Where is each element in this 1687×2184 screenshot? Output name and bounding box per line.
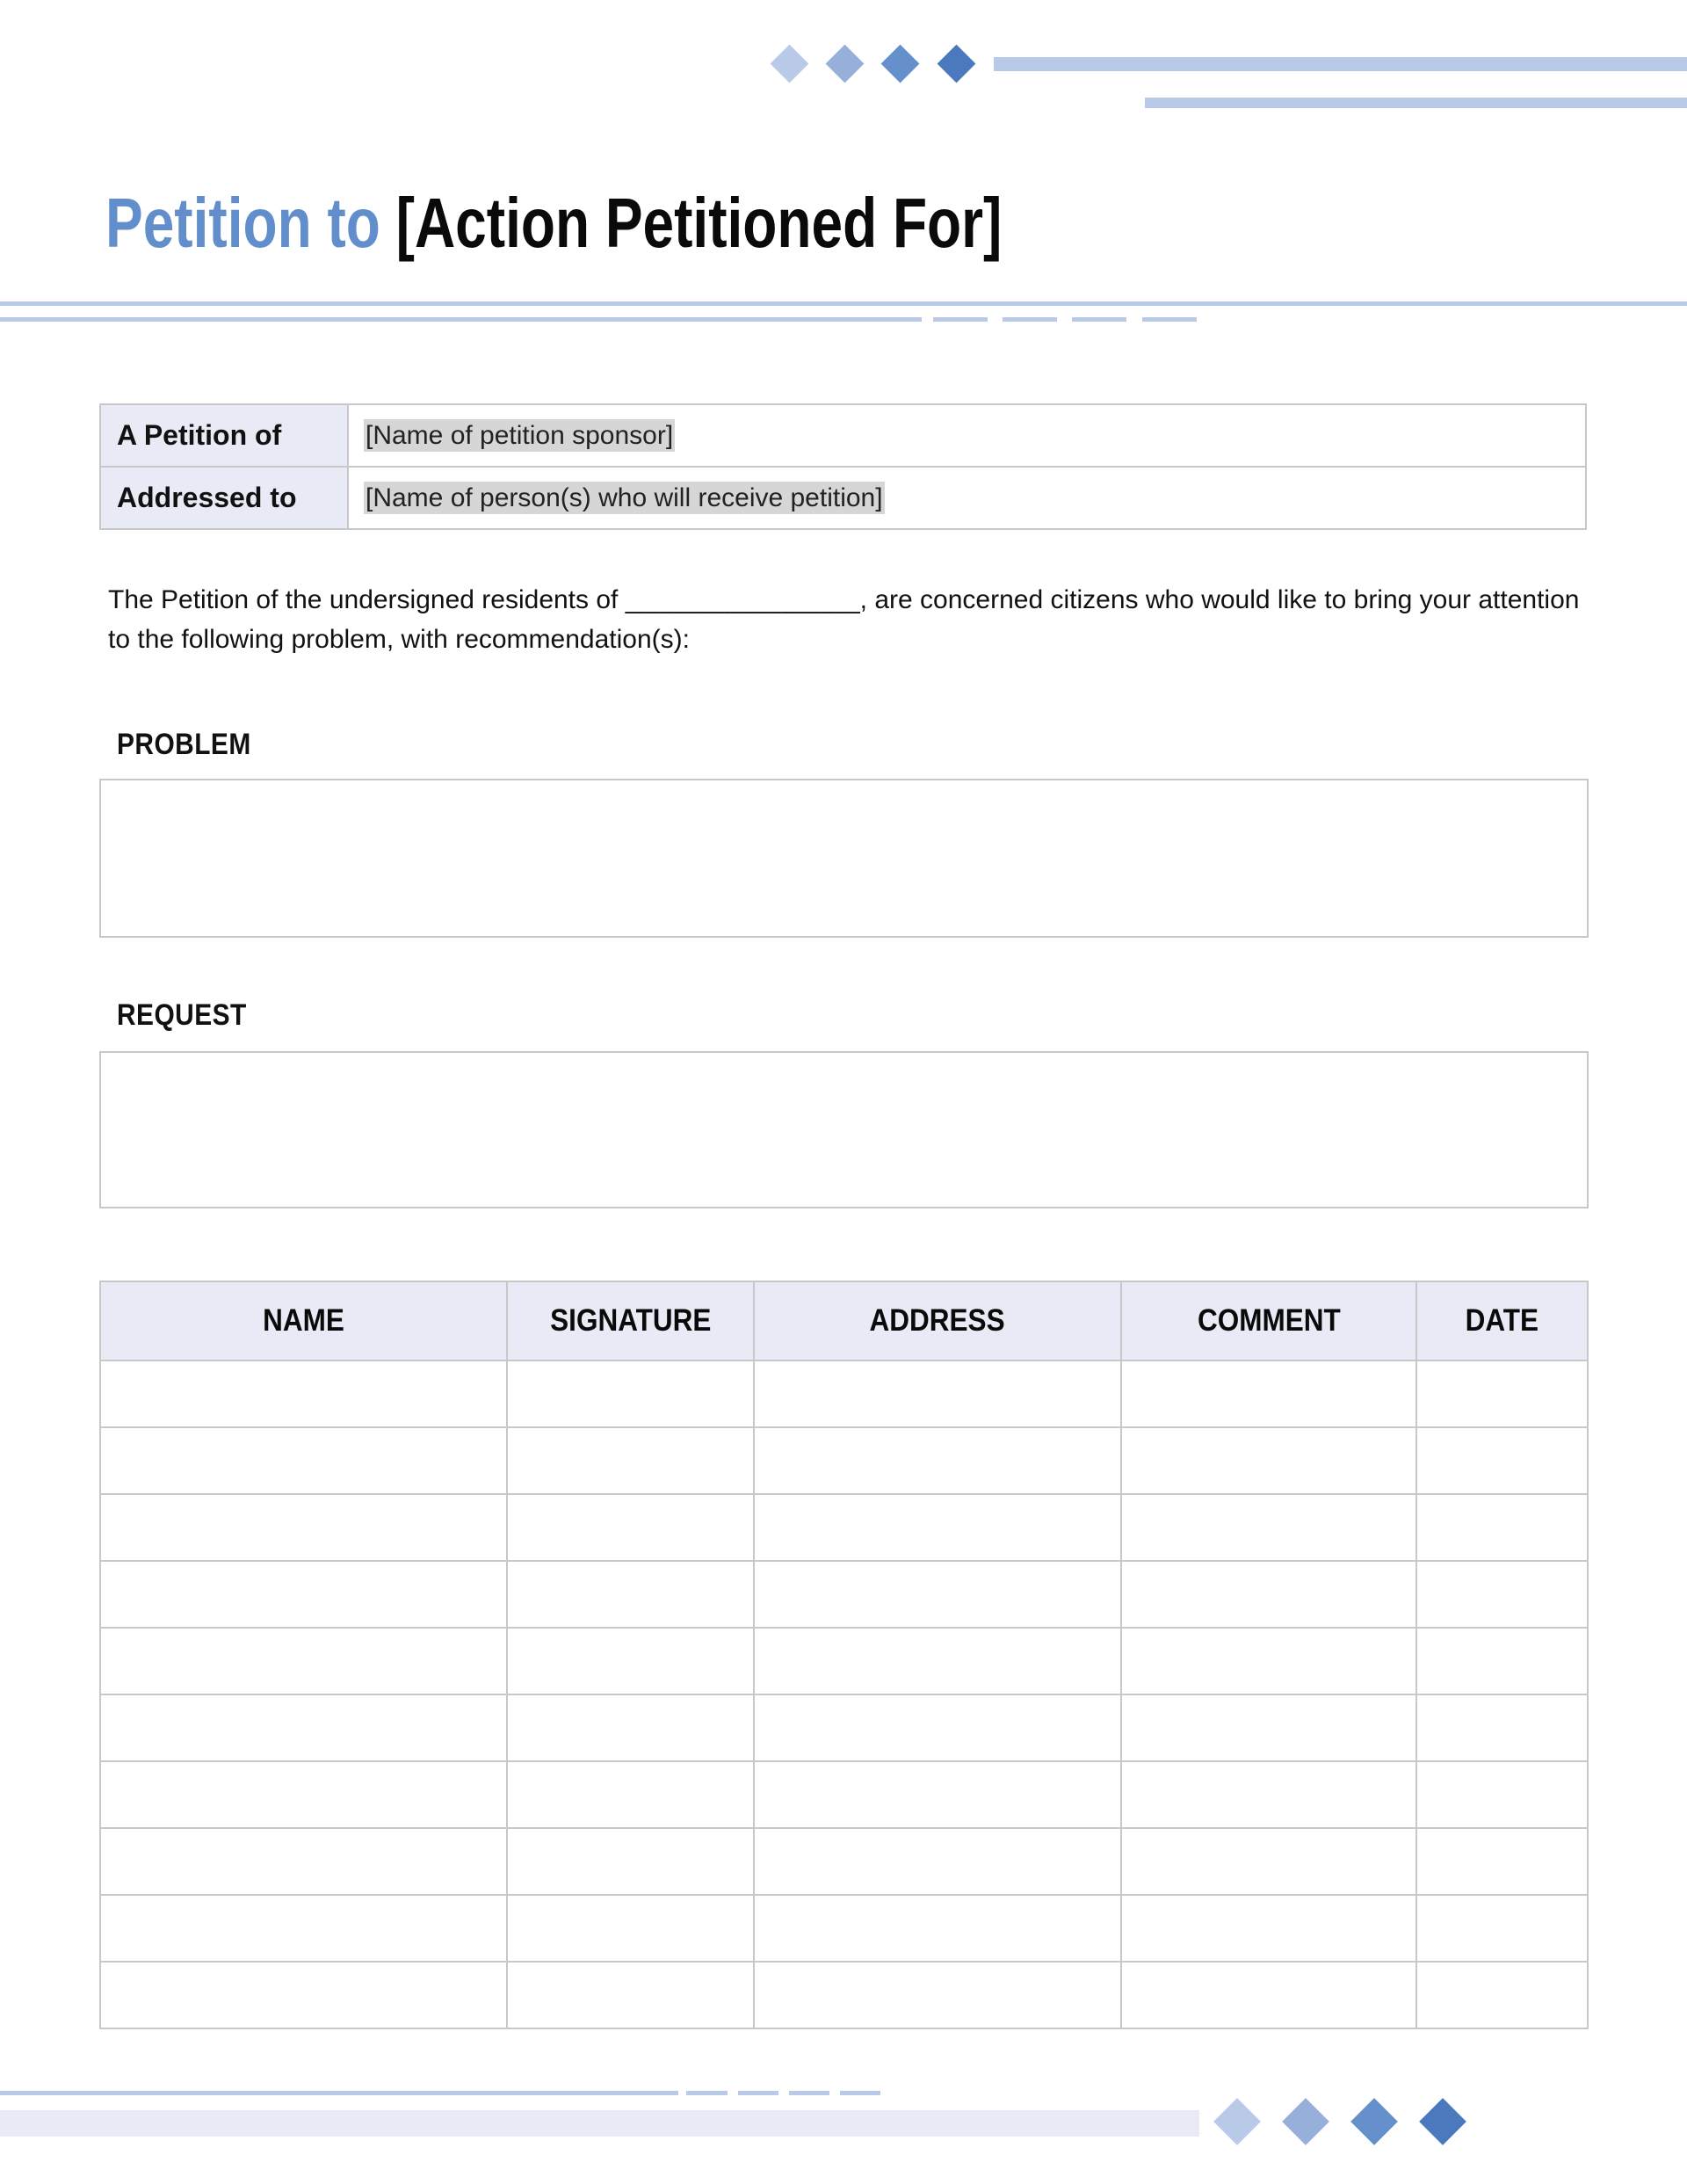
name-cell[interactable] bbox=[100, 1694, 507, 1761]
signature-cell[interactable] bbox=[507, 1895, 754, 1962]
address-cell[interactable] bbox=[754, 1360, 1121, 1427]
bottom-band bbox=[0, 2110, 1199, 2137]
table-row bbox=[100, 1962, 1588, 2028]
date-cell[interactable] bbox=[1416, 1494, 1588, 1561]
column-header-comment: COMMENT bbox=[1121, 1281, 1416, 1360]
date-cell[interactable] bbox=[1416, 1628, 1588, 1694]
table-row bbox=[100, 1427, 1588, 1494]
comment-cell[interactable] bbox=[1121, 1761, 1416, 1828]
address-cell[interactable] bbox=[754, 1427, 1121, 1494]
request-input-box[interactable] bbox=[99, 1051, 1589, 1208]
residents-blank-field[interactable]: ________________ bbox=[625, 585, 860, 614]
top-bar-2 bbox=[1145, 98, 1687, 108]
signature-cell[interactable] bbox=[507, 1360, 754, 1427]
table-row bbox=[100, 1628, 1588, 1694]
address-cell[interactable] bbox=[754, 1561, 1121, 1628]
recipient-field[interactable] bbox=[348, 467, 1586, 529]
comment-cell[interactable] bbox=[1121, 1895, 1416, 1962]
name-cell[interactable] bbox=[100, 1628, 507, 1694]
bottom-dash bbox=[789, 2091, 829, 2095]
table-row bbox=[100, 1494, 1588, 1561]
date-cell[interactable] bbox=[1416, 1427, 1588, 1494]
table-row bbox=[100, 1761, 1588, 1828]
diamond-icon bbox=[938, 45, 976, 83]
divider-dash bbox=[1003, 317, 1057, 322]
table-row bbox=[100, 1561, 1588, 1628]
address-cell[interactable] bbox=[754, 1895, 1121, 1962]
signature-cell[interactable] bbox=[507, 1561, 754, 1628]
request-heading: REQUEST bbox=[117, 998, 247, 1032]
name-cell[interactable] bbox=[100, 1494, 507, 1561]
problem-heading: PROBLEM bbox=[117, 728, 251, 761]
bottom-line bbox=[0, 2091, 678, 2095]
name-cell[interactable] bbox=[100, 1427, 507, 1494]
diamond-icon bbox=[1213, 2098, 1261, 2145]
diamond-icon bbox=[1419, 2098, 1466, 2145]
name-cell[interactable] bbox=[100, 1895, 507, 1962]
recipient-placeholder[interactable]: [Name of person(s) who will receive petition] bbox=[366, 483, 883, 512]
date-cell[interactable] bbox=[1416, 1895, 1588, 1962]
address-cell[interactable] bbox=[754, 1628, 1121, 1694]
signature-rows bbox=[100, 1360, 1588, 2028]
divider-dash bbox=[1072, 317, 1126, 322]
column-header-signature: SIGNATURE bbox=[507, 1281, 754, 1360]
address-cell[interactable] bbox=[754, 1828, 1121, 1895]
bottom-dash bbox=[840, 2091, 880, 2095]
signature-cell[interactable] bbox=[507, 1628, 754, 1694]
comment-cell[interactable] bbox=[1121, 1360, 1416, 1427]
bottom-dash bbox=[686, 2091, 728, 2095]
comment-cell[interactable] bbox=[1121, 1694, 1416, 1761]
comment-cell[interactable] bbox=[1121, 1427, 1416, 1494]
signature-table bbox=[99, 1281, 1589, 2029]
problem-input-box[interactable] bbox=[99, 779, 1589, 938]
info-row-addressed-to bbox=[100, 467, 1586, 529]
addressed-to-label: Addressed to bbox=[100, 467, 348, 529]
divider-dash bbox=[933, 317, 988, 322]
signature-cell[interactable] bbox=[507, 1962, 754, 2028]
comment-cell[interactable] bbox=[1121, 1494, 1416, 1561]
divider-line-2 bbox=[0, 317, 922, 322]
title-main: [Action Petitioned For] bbox=[395, 184, 1003, 262]
table-row bbox=[100, 1694, 1588, 1761]
signature-cell[interactable] bbox=[507, 1427, 754, 1494]
address-cell[interactable] bbox=[754, 1962, 1121, 2028]
name-cell[interactable] bbox=[100, 1761, 507, 1828]
date-cell[interactable] bbox=[1416, 1694, 1588, 1761]
bottom-dash bbox=[738, 2091, 778, 2095]
column-header-name: NAME bbox=[100, 1281, 507, 1360]
date-cell[interactable] bbox=[1416, 1561, 1588, 1628]
diamond-icon bbox=[1350, 2098, 1398, 2145]
intro-text-start: The Petition of the undersigned residents of bbox=[108, 585, 626, 614]
intro-text-end: , are concerned citizens who would like to bring your attention to the following problem, with recommendation(s): bbox=[108, 585, 1580, 654]
table-row bbox=[100, 1360, 1588, 1427]
page-title bbox=[105, 183, 1002, 264]
column-header-date: DATE bbox=[1416, 1281, 1588, 1360]
date-cell[interactable] bbox=[1416, 1360, 1588, 1427]
column-header-address: ADDRESS bbox=[754, 1281, 1121, 1360]
signature-cell[interactable] bbox=[507, 1494, 754, 1561]
signature-cell[interactable] bbox=[507, 1694, 754, 1761]
divider-line-1 bbox=[0, 301, 1687, 306]
table-row bbox=[100, 1895, 1588, 1962]
petition-info-table bbox=[99, 403, 1587, 530]
signature-cell[interactable] bbox=[507, 1761, 754, 1828]
signature-cell[interactable] bbox=[507, 1828, 754, 1895]
signature-table-header bbox=[100, 1281, 1588, 1360]
top-bar-1 bbox=[994, 57, 1687, 71]
divider-dash bbox=[1142, 317, 1197, 322]
comment-cell[interactable] bbox=[1121, 1828, 1416, 1895]
address-cell[interactable] bbox=[754, 1694, 1121, 1761]
diamond-icon bbox=[1282, 2098, 1329, 2145]
diamond-icon bbox=[771, 45, 809, 83]
intro-paragraph bbox=[108, 580, 1602, 659]
comment-cell[interactable] bbox=[1121, 1962, 1416, 2028]
name-cell[interactable] bbox=[100, 1828, 507, 1895]
date-cell[interactable] bbox=[1416, 1761, 1588, 1828]
info-row-petition-of bbox=[100, 404, 1586, 467]
address-cell[interactable] bbox=[754, 1494, 1121, 1561]
diamond-icon bbox=[826, 45, 865, 83]
table-row bbox=[100, 1828, 1588, 1895]
date-cell[interactable] bbox=[1416, 1962, 1588, 2028]
title-accent: Petition to bbox=[105, 184, 396, 262]
petition-sponsor-field[interactable] bbox=[348, 404, 1586, 467]
petition-of-label: A Petition of bbox=[100, 404, 348, 467]
name-cell[interactable] bbox=[100, 1962, 507, 2028]
date-cell[interactable] bbox=[1416, 1828, 1588, 1895]
comment-cell[interactable] bbox=[1121, 1628, 1416, 1694]
comment-cell[interactable] bbox=[1121, 1561, 1416, 1628]
address-cell[interactable] bbox=[754, 1761, 1121, 1828]
petition-sponsor-placeholder[interactable]: [Name of petition sponsor] bbox=[366, 420, 674, 450]
diamond-icon bbox=[881, 45, 920, 83]
name-cell[interactable] bbox=[100, 1561, 507, 1628]
name-cell[interactable] bbox=[100, 1360, 507, 1427]
